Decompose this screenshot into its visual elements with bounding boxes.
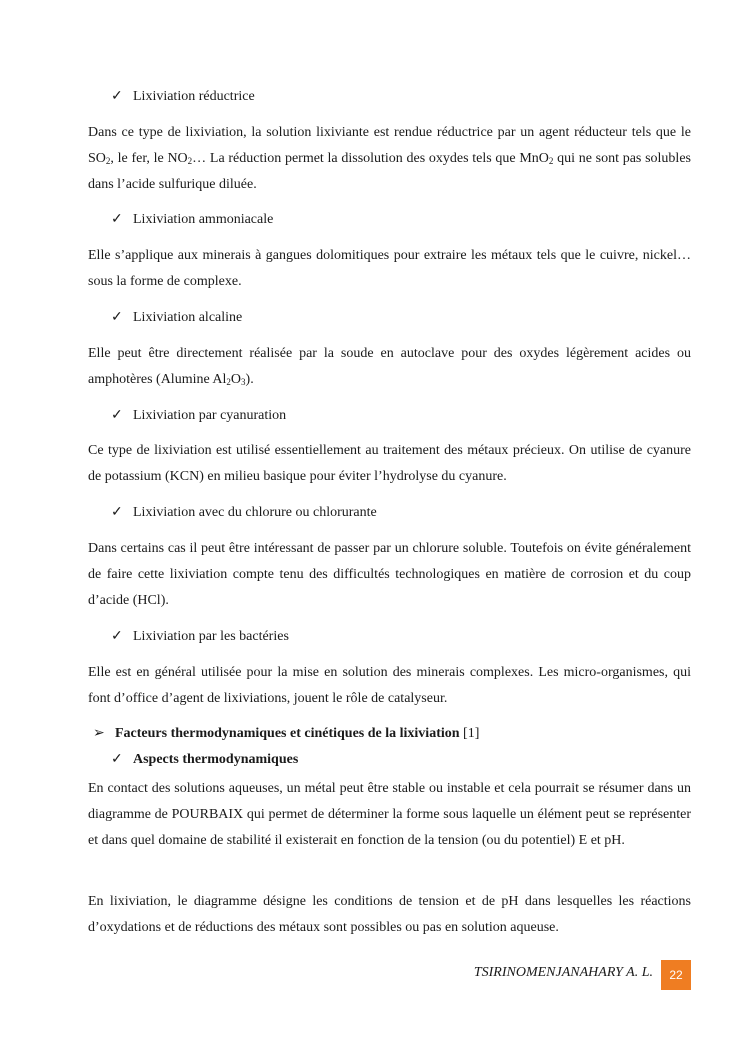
bullet-label: Lixiviation par cyanuration <box>133 408 287 423</box>
paragraph-ammoniacale: Elle s’applique aux minerais à gangues dolomitiques pour extraire les métaux tels que le cuivre, nickel… sous la forme de complexe. <box>88 248 691 289</box>
paragraph-cyanuration: Ce type de lixiviation est utilisé essentiellement au traitement des métaux précieux. On utilise de cyanure de potassium (KCN) en milieu basique pour éviter l’hydrolyse du cyanure. <box>88 443 691 484</box>
page-number-badge: 22 <box>661 960 691 990</box>
text-run: Dans ce type de lixiviation, la solution lixiviante est rendue réductrice par un agent réducteur tels que le SO <box>88 125 691 166</box>
bullet-alcaline <box>111 309 242 327</box>
paragraph-pourbaix: En contact des solutions aqueuses, un métal peut être stable ou instable et cela pourrait se résumer dans un diagramme de POURBAIX qui permet de déterminer la forme sous laquelle un élément peut se représenter et dans quel domaine de stabilité il existerait en fonction de la tension (ou du potentiel) E et pH. <box>88 781 691 848</box>
bullet-cyanuration <box>111 407 286 425</box>
subscript: 3 <box>241 377 246 387</box>
checkmark-icon: ✓ <box>111 408 123 423</box>
text-run: … La réduction permet la dissolution des oxydes tels que MnO <box>192 151 549 166</box>
subscript: 2 <box>187 156 193 166</box>
paragraph-alcaline <box>88 341 691 393</box>
heading-aspects <box>111 751 298 769</box>
bullet-label: Lixiviation alcaline <box>133 310 243 325</box>
bullet-reductrice <box>111 88 255 106</box>
bullet-label: Lixiviation par les bactéries <box>133 629 289 644</box>
checkmark-icon: ✓ <box>111 505 123 520</box>
checkmark-icon: ✓ <box>111 89 123 104</box>
reference: [1] <box>459 726 480 741</box>
checkmark-icon: ✓ <box>111 212 123 227</box>
paragraph-reductrice <box>88 120 691 198</box>
bullet-label: Lixiviation avec du chlorure ou chlorurante <box>133 505 377 520</box>
text-run: O <box>230 372 242 387</box>
subscript: 2 <box>105 156 111 166</box>
paragraph-lixiviation-diagramme: En lixiviation, le diagramme désigne les conditions de tension et de pH dans lesquelles les réactions d’oxydations et de réductions des métaux sont possibles ou pas en solution aqueuse. <box>88 894 691 935</box>
paragraph-bacteries: Elle est en général utilisée pour la mise en solution des minerais complexes. Les micro-organismes, qui font d’office d’agent de lixiviations, jouent le rôle de catalyseur. <box>88 665 691 706</box>
bullet-chlorurante <box>111 504 377 522</box>
heading-text: Facteurs thermodynamiques et cinétiques de la lixiviation <box>115 726 460 741</box>
subscript: 2 <box>226 377 231 387</box>
checkmark-icon: ✓ <box>111 752 123 767</box>
footer-author: TSIRINOMENJANAHARY A. L. <box>473 965 653 980</box>
bullet-label: Lixiviation ammoniacale <box>133 212 274 227</box>
bullet-ammoniacale <box>111 211 273 229</box>
heading-text: Aspects thermodynamiques <box>133 752 299 767</box>
heading-facteurs <box>93 725 479 743</box>
arrow-bullet-icon: ➢ <box>93 726 105 741</box>
text-run: qui ne sont pas solubles dans l’acide sulfurique diluée. <box>88 151 691 192</box>
checkmark-icon: ✓ <box>111 629 123 644</box>
bullet-bacteries <box>111 628 289 646</box>
text-run: , le fer, le NO <box>110 151 188 166</box>
paragraph-chlorurante: Dans certains cas il peut être intéressant de passer par un chlorure soluble. Toutefois on évite généralement de faire cette lixiviation compte tenu des difficultés technologiques en matière de corrosion et du coup d’acide (HCl). <box>88 541 691 608</box>
subscript: 2 <box>548 156 554 166</box>
text-run: ). <box>245 372 254 387</box>
text-run: Elle peut être directement réalisée par la soude en autoclave pour des oxydes légèrement acides ou amphotères (Alumine Al <box>88 346 691 387</box>
bullet-label: Lixiviation réductrice <box>133 89 255 104</box>
checkmark-icon: ✓ <box>111 310 123 325</box>
